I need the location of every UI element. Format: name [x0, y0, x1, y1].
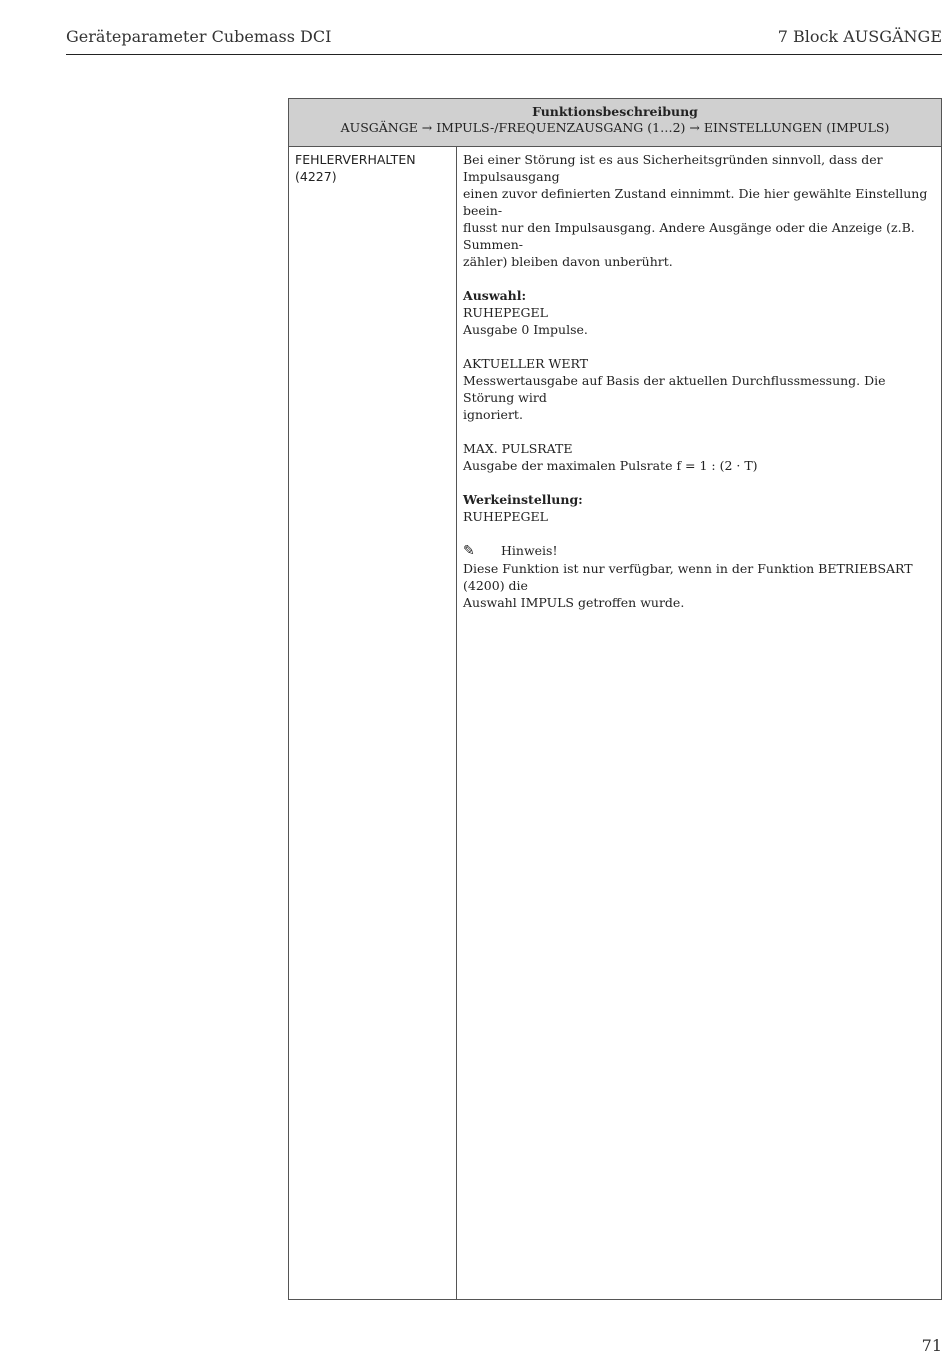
function-description-cell: [463, 151, 935, 611]
option-name: RUHEPEGEL: [463, 305, 548, 320]
factory-setting-value: RUHEPEGEL: [463, 509, 548, 524]
function-name-cell: [295, 151, 450, 185]
table-header: [289, 99, 941, 147]
option-name: AKTUELLER WERT: [463, 356, 588, 371]
header-divider: [66, 54, 942, 55]
table-title: Funktionsbeschreibung: [532, 104, 698, 119]
column-divider: [456, 146, 457, 1299]
factory-setting-label: Werkeinstellung:: [463, 492, 583, 507]
selection-label: Auswahl:: [463, 288, 527, 303]
function-table: [288, 98, 942, 1300]
intro-line: zähler) bleiben davon unberührt.: [463, 254, 673, 269]
note-text: Auswahl IMPULS getroffen wurde.: [463, 595, 685, 610]
page-number: 71: [921, 1336, 942, 1355]
table-path: AUSGÄNGE → IMPULS-/FREQUENZAUSGANG (1…2) → EINSTELLUNGEN (IMPULS): [340, 120, 890, 135]
note-text: Diese Funktion ist nur verfügbar, wenn in der Funktion BETRIEBSART (4200) die: [463, 561, 913, 593]
intro-line: Bei einer Störung ist es aus Sicherheitsgründen sinnvoll, dass der Impulsausgang: [463, 152, 883, 184]
option-name: MAX. PULSRATE: [463, 441, 573, 456]
intro-line: einen zuvor definierten Zustand einnimmt. Die hier gewählte Einstellung beein-: [463, 186, 928, 218]
option-description: Ausgabe 0 Impulse.: [463, 322, 588, 337]
note-title: Hinweis!: [501, 543, 558, 558]
intro-line: flusst nur den Impulsausgang. Andere Ausgänge oder die Anzeige (z.B. Summen-: [463, 220, 915, 252]
header-document-title: Geräteparameter Cubemass DCI: [66, 27, 332, 46]
note-heading: [463, 542, 935, 560]
function-code: (4227): [295, 169, 337, 184]
option-description: ignoriert.: [463, 407, 523, 422]
option-description: Ausgabe der maximalen Pulsrate f = 1 : (2 · T): [463, 458, 758, 473]
header-chapter-title: 7 Block AUSGÄNGE: [777, 27, 942, 46]
function-name: FEHLERVERHALTEN: [295, 152, 416, 167]
option-description: Messwertausgabe auf Basis der aktuellen Durchflussmessung. Die Störung wird: [463, 373, 886, 405]
pencil-icon: ✎: [463, 543, 475, 559]
